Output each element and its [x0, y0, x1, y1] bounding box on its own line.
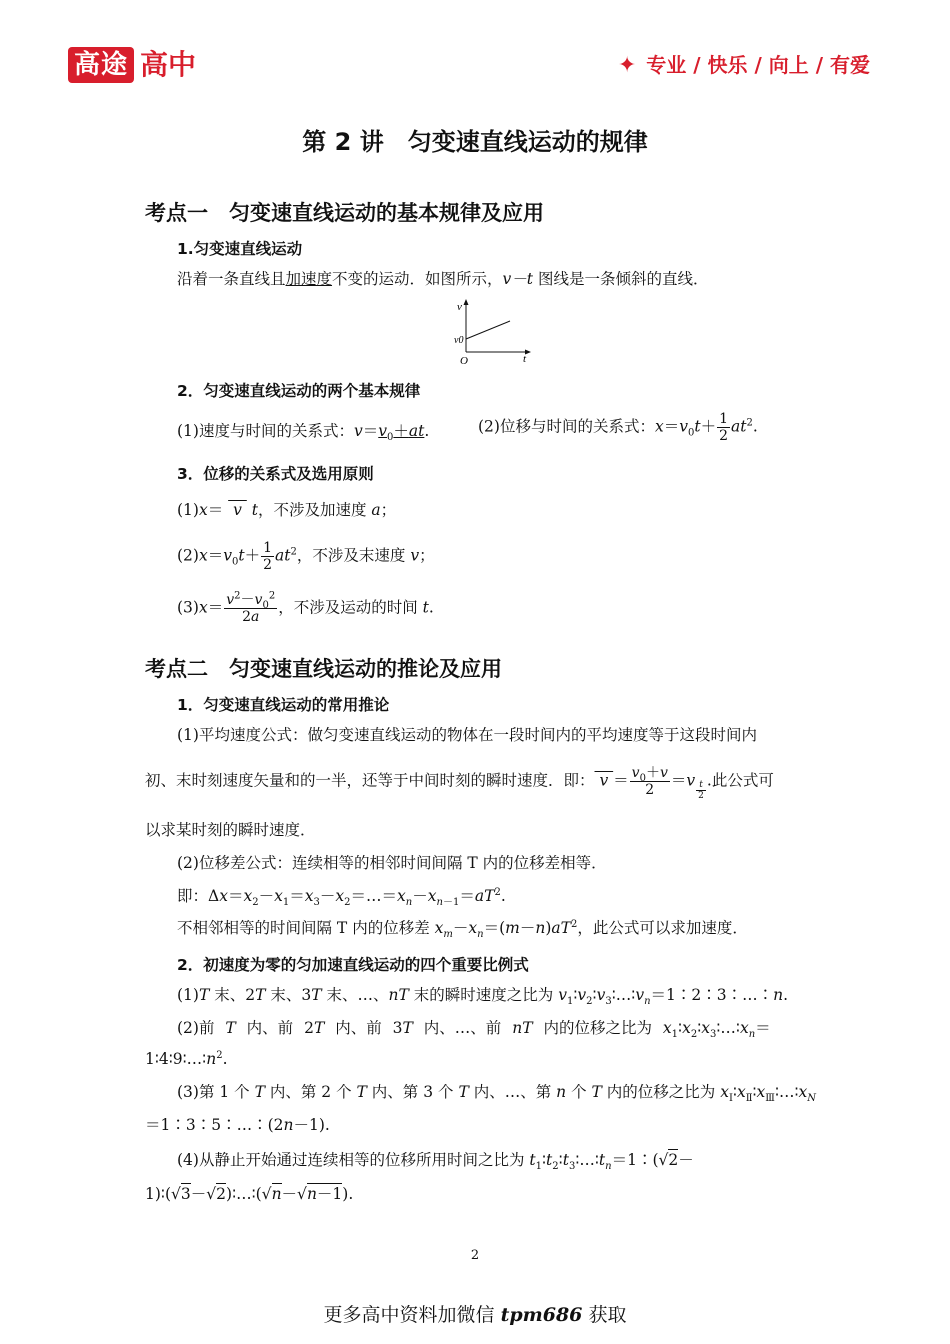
disp-diff-line2: 即：$\Delta x=x_2-x_1=x_3-x_2=\dots=x_n-x_{n-1}=aT^2$.: [177, 886, 506, 909]
displacement-formula: (2)位移与时间的关系式：$x=v_0t+$ $\frac{1}{2}$ $at^2$.: [478, 411, 758, 444]
footer-note: 更多高中资料加微信 tpm686 获取: [323, 1304, 627, 1326]
avg-velocity-line3: 以求某时刻的瞬时速度．: [145, 821, 316, 839]
avg-velocity-line1: (1)平均速度公式：做匀变速直线运动的物体在一段时间内的平均速度等于这段时间内: [177, 726, 757, 744]
ratio-4-line2: 1)∶(√3－√2)∶…∶(√n－√n－1).: [145, 1185, 354, 1203]
ratio-1: (1)T 末、2T 末、3T 末、…、nT 末的瞬时速度之比为 $v_1∶v_2∶v_3∶\dots∶v_n=1∶2∶3∶\dots∶n$.: [177, 986, 789, 1008]
page-number: 2: [470, 1248, 480, 1263]
ratio-3-line1: (3)第 1 个 T 内、第 2 个 T 内、第 3 个 T 内、…、第 n 个 T 内的位移之比为 $x_Ⅰ∶x_Ⅱ∶x_Ⅲ∶\dots∶x_N$: [177, 1083, 817, 1105]
graph-y-label: v: [457, 301, 462, 313]
s2-item1-title: 1．匀变速直线运动的常用推论: [177, 696, 390, 714]
formula-x-v0t-at2: $(2)x=v_0t+$ $\frac{1}{2}$ $at^2$，不涉及末速度 v；: [177, 540, 435, 573]
s1-item3-title: 3．位移的关系式及选用原则: [177, 465, 374, 483]
graph-y0-label: v0: [454, 335, 464, 346]
ratio-2-line2: $1∶4∶9∶\dots∶n^2$.: [145, 1049, 228, 1068]
s1-item2-title: 2．匀变速直线运动的两个基本规律: [177, 382, 421, 400]
ratio-2-line1: (2)前 T 内、前 2T 内、前 3T 内、…、前 nT 内的位移之比为 $x_1∶x_2∶x_3∶\dots∶x_n=$: [177, 1019, 771, 1041]
s1-item1-title: 1.匀变速直线运动: [177, 240, 303, 258]
formula-x-vt: (1)x＝ v t，不涉及加速度 a；: [177, 501, 397, 519]
s2-item2-title: 2．初速度为零的匀加速直线运动的四个重要比例式: [177, 956, 529, 974]
velocity-formula: (1)速度与时间的关系式：$v=v_0+at$.: [177, 422, 430, 444]
slogan: ✦ 专业 / 快乐 / 向上 / 有爱: [617, 53, 870, 78]
page-title: 第 2 讲 匀变速直线运动的规律: [302, 128, 648, 156]
ratio-3-line2: ＝1∶3∶5∶…∶(2n－1).: [145, 1116, 330, 1134]
formula-x-v2: (3)x＝ $\frac{v^2-v_0^2}{2a}$ ，不涉及运动的时间 t.: [177, 590, 434, 625]
graph-x-label: t: [523, 353, 527, 365]
ratio-4-line1: (4)从静止开始通过连续相等的位移所用时间之比为 $t_1∶t_2∶t_3∶\dots∶t_n=1∶(√2-$: [177, 1151, 694, 1173]
s1-item1-text: 沿着一条直线且加速度不变的运动．如图所示，v－t 图线是一条倾斜的直线．: [177, 270, 709, 288]
vt-graph: [448, 296, 538, 368]
graph-origin-label: O: [460, 355, 468, 367]
section1-heading: 考点一 匀变速直线运动的基本规律及应用: [145, 201, 544, 225]
logo-box: 高途: [68, 47, 134, 83]
section2-heading: 考点二 匀变速直线运动的推论及应用: [145, 657, 502, 681]
disp-diff-line1: (2)位移差公式：连续相等的相邻时间间隔 T 内的位移差相等．: [177, 854, 607, 872]
sparkle-icon: ✦: [617, 53, 637, 78]
avg-velocity-line2: 初、末时刻速度矢量和的一半，还等于中间时刻的瞬时速度．即： v ＝ $\frac{v_0+v}{2}$ ＝v $\frac{t}{2}$ .此公式可: [145, 765, 774, 801]
disp-diff-line3: 不相邻相等的时间间隔 T 内的位移差 $x_m-x_n=(m-n)aT^2$，此公式可以求加速度．: [177, 918, 748, 941]
logo-text: 高中: [140, 48, 197, 81]
